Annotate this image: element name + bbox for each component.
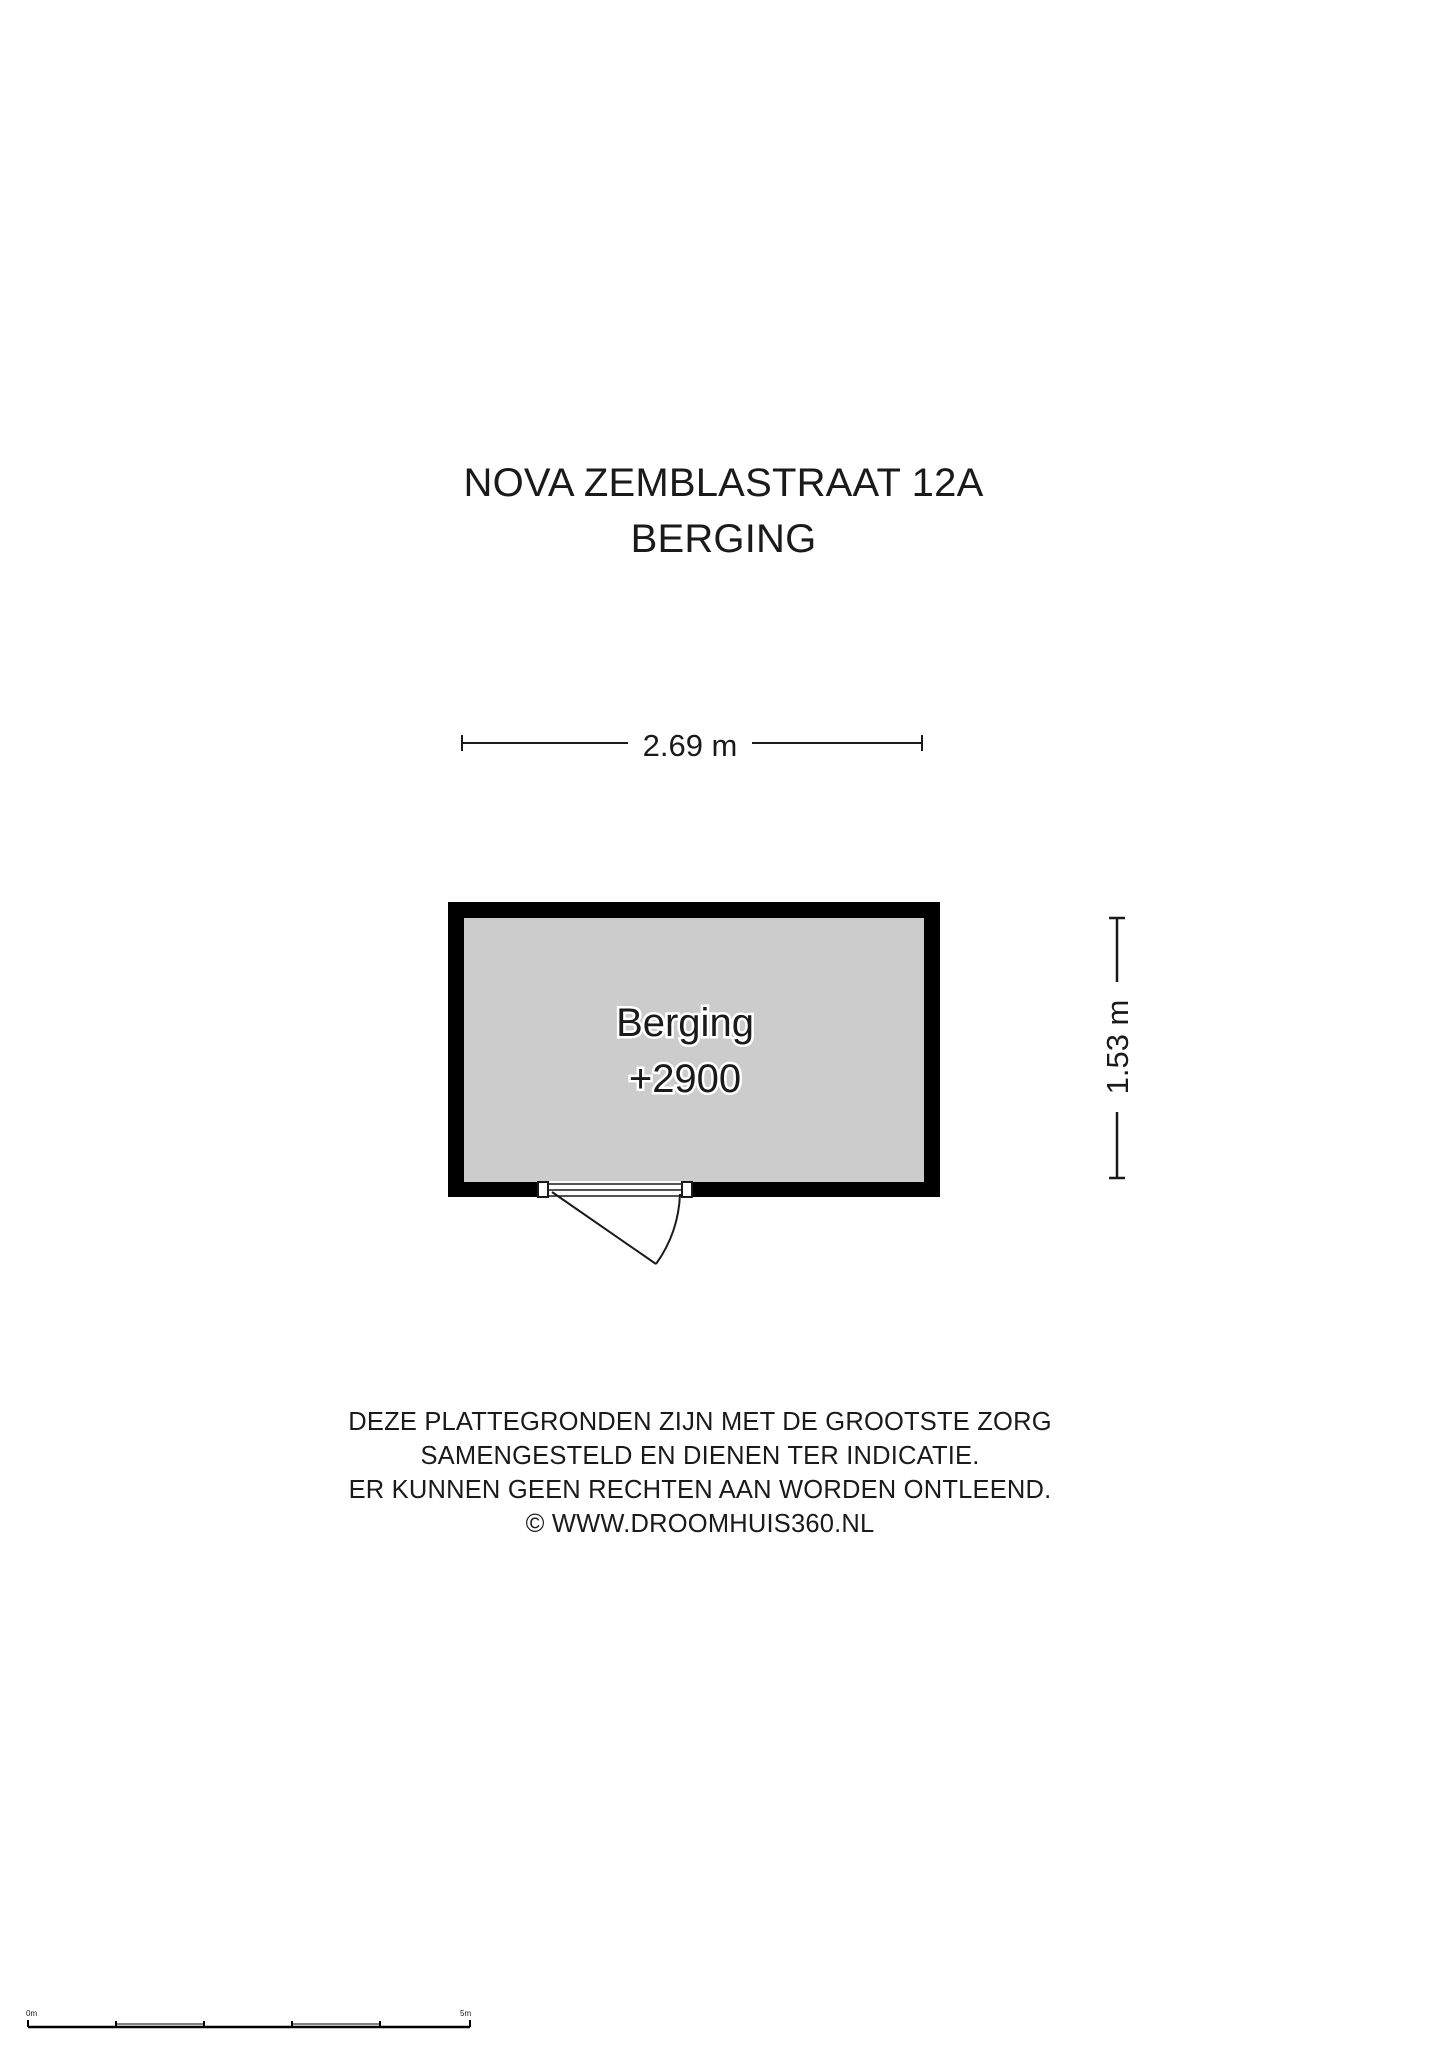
disclaimer-text: [0, 1405, 1400, 1541]
door-jamb-left: [538, 1182, 548, 1197]
copyright-line: © WWW.DROOMHUIS360.NL: [525, 1510, 875, 1538]
scale-bar-end-label: 5m: [460, 2009, 472, 2018]
scale-bar: [26, 2009, 471, 2027]
address-title: NOVA ZEMBLASTRAAT 12A: [463, 461, 984, 505]
door-swing-arc: [656, 1194, 680, 1264]
scale-bar-start-label: 0m: [26, 2009, 38, 2018]
floor-title: BERGING: [630, 517, 817, 561]
room-floor: [464, 918, 924, 1182]
height-dimension: [1100, 918, 1135, 1178]
room-level-label: +2900: [628, 1057, 742, 1101]
disclaimer-line: ER KUNNEN GEEN RECHTEN AAN WORDEN ONTLEEND.: [348, 1476, 1052, 1504]
room-berging: [448, 902, 940, 1264]
room-name-label: Berging: [616, 1001, 754, 1045]
disclaimer-line: DEZE PLATTEGRONDEN ZIJN MET DE GROOTSTE ZORG: [348, 1408, 1052, 1436]
width-dimension: [462, 728, 922, 763]
disclaimer-line: SAMENGESTELD EN DIENEN TER INDICATIE.: [420, 1442, 980, 1470]
door-leaf: [552, 1192, 656, 1264]
height-dimension-label: 1.53 m: [1100, 999, 1135, 1095]
door-jamb-right: [682, 1182, 692, 1197]
width-dimension-label: 2.69 m: [642, 728, 738, 763]
